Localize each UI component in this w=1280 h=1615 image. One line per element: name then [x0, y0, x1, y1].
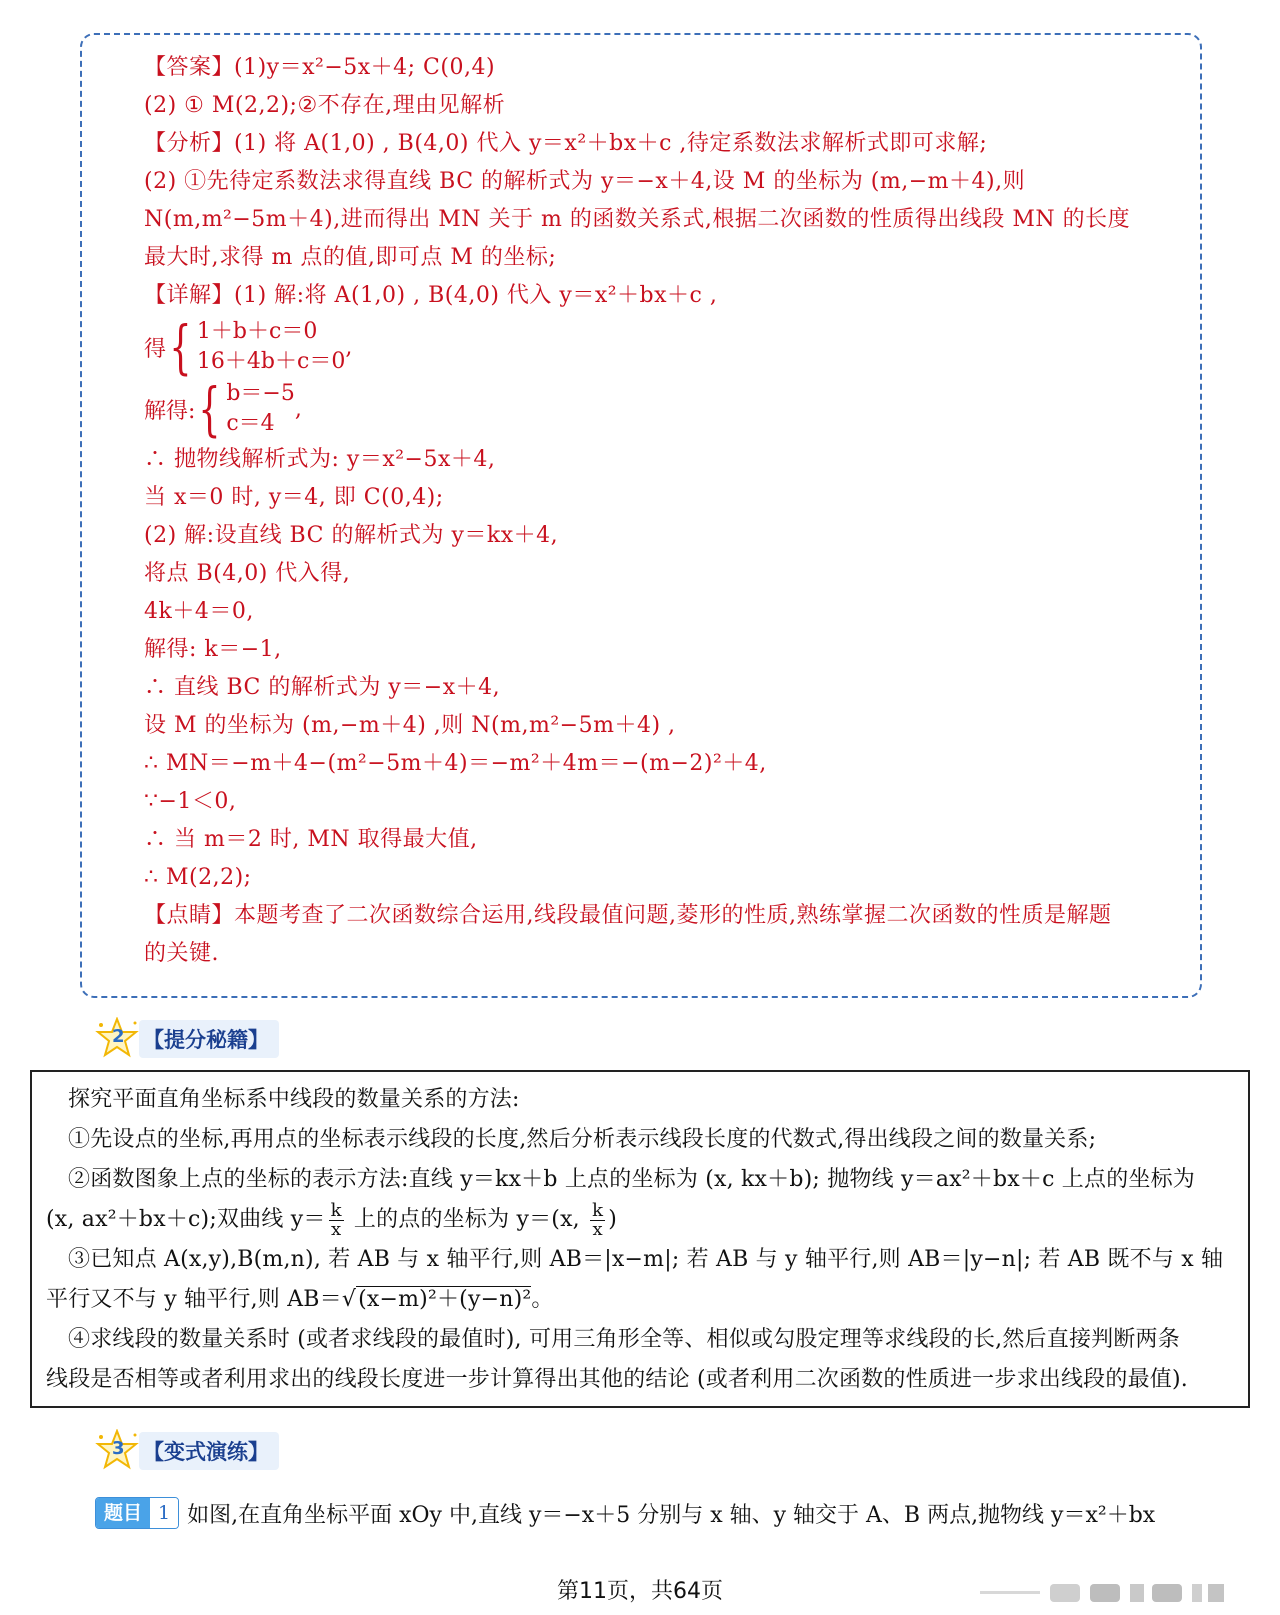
solution-line: 将点 B(4,0) 代入得,: [144, 561, 351, 586]
section-header-practice: [95, 1429, 279, 1473]
tips-line: ①先设点的坐标,再用点的坐标表示线段的长度,然后分析表示线段长度的代数式,得出线段之间的数量关系;: [68, 1127, 1097, 1152]
system-row: c＝4: [226, 411, 275, 436]
problem-text: 如图,在直角坐标平面 xOy 中,直线 y＝−x＋5 分别与 x 轴、y 轴交于 A、B 两点,抛物线 y＝x²＋bx: [187, 1502, 1156, 1528]
watermark-icon: [980, 1582, 1250, 1604]
brace-icon: {: [169, 313, 192, 381]
star-badge-icon: [95, 1429, 143, 1473]
sqrt-content: (x−m)²＋(y−n)²: [358, 1287, 532, 1312]
remark-line: 【点睛】本题考查了二次函数综合运用,线段最值问题,菱形的性质,熟练掌握二次函数的性质是解题: [144, 903, 1112, 928]
analysis-line: (2) ①先待定系数法求得直线 BC 的解析式为 y＝−x＋4,设 M 的坐标为 (m,−m＋4),则: [144, 169, 1026, 194]
solution-line: 当 x＝0 时, y＝4, 即 C(0,4);: [144, 485, 444, 510]
fraction-numerator: k: [330, 1199, 342, 1221]
answer-line: (2) ① M(2,2);②不存在,理由见解析: [144, 93, 506, 118]
brace-icon: {: [198, 375, 221, 443]
tips-line: [46, 1280, 1234, 1320]
tips-line: ④求线段的数量关系时 (或者求线段的最值时), 可用三角形全等、相似或勾股定理等求线段的长,然后直接判断两条: [68, 1327, 1180, 1352]
section-number: 3: [112, 1438, 125, 1459]
problem-tag: [95, 1497, 179, 1529]
solution-line: 4k＋4＝0,: [144, 599, 254, 624]
remark-line: 的关键.: [144, 941, 219, 966]
answer-line: 【答案】(1)y＝x²−5x＋4; C(0,4): [144, 55, 496, 80]
solution-line: 设 M 的坐标为 (m,−m＋4) ,则 N(m,m²−5m＋4) ,: [144, 713, 676, 738]
system-prefix: 得: [144, 336, 167, 362]
tips-text: 上的点的坐标为 y＝: [346, 1207, 552, 1232]
fraction: [590, 1199, 605, 1240]
tips-line: 探究平面直角坐标系中线段的数量关系的方法:: [68, 1087, 520, 1112]
solution-line: ∴ M(2,2);: [144, 865, 252, 890]
system-row: 16＋4b＋c＝0: [196, 349, 346, 374]
page-footer: 第11页，共64页: [557, 1579, 723, 1604]
problem-1: [95, 1497, 1155, 1529]
fraction-denominator: x: [592, 1218, 603, 1240]
answer-content: [144, 49, 1184, 973]
tips-line: [46, 1200, 1234, 1240]
star-badge-icon: [95, 1017, 143, 1061]
equation-system-1: [144, 313, 1184, 381]
fraction: [329, 1199, 344, 1240]
tips-line: ③已知点 A(x,y),B(m,n), 若 AB 与 x 轴平行,则 AB＝|x−m|; 若 AB 与 y 轴平行,则 AB＝|y−n|; 若 AB 既不与 x 轴: [68, 1247, 1224, 1272]
tips-line: 线段是否相等或者利用求出的线段长度进一步计算得出其他的结论 (或者利用二次函数的性质进一步求出线段的最值).: [46, 1367, 1188, 1392]
solution-line: (2) 解:设直线 BC 的解析式为 y＝kx＋4,: [144, 523, 559, 548]
problem-label: 题目: [96, 1498, 150, 1528]
solution-line: ∵−1＜0,: [144, 789, 237, 814]
solution-line: ∴ 当 m＝2 时, MN 取得最大值,: [144, 827, 478, 852]
detail-line: 【详解】(1) 解:将 A(1,0) , B(4,0) 代入 y＝x²＋bx＋c ,: [144, 283, 718, 308]
section-title: 【变式演练】: [139, 1432, 279, 1470]
tips-line: ②函数图象上点的坐标的表示方法:直线 y＝kx＋b 上点的坐标为 (x, kx＋b); 抛物线 y＝ax²＋bx＋c 上点的坐标为: [68, 1167, 1195, 1192]
fraction-numerator: k: [592, 1199, 604, 1221]
system-row: b＝−5: [226, 381, 295, 406]
section-title: 【提分秘籍】: [139, 1020, 279, 1058]
fraction-denominator: x: [330, 1218, 342, 1240]
system-row: 1＋b＋c＝0: [196, 319, 318, 344]
solution-line: ∴ 抛物线解析式为: y＝x²−5x＋4,: [144, 447, 496, 472]
system-prefix: 解得:: [144, 398, 196, 424]
section-header-tips: [95, 1017, 279, 1061]
answer-box: [80, 33, 1202, 998]
system-suffix: ,: [294, 396, 302, 422]
tips-text: 。: [531, 1287, 554, 1312]
tips-box: [30, 1070, 1250, 1408]
problem-number: 1: [150, 1498, 178, 1528]
equation-system-2: [144, 375, 1184, 443]
analysis-line: 【分析】(1) 将 A(1,0) , B(4,0) 代入 y＝x²＋bx＋c ,待定系数法求解析式即可求解;: [144, 131, 988, 156]
system-suffix: ,: [345, 334, 353, 360]
analysis-line: N(m,m²−5m＋4),进而得出 MN 关于 m 的函数关系式,根据二次函数的性质得出线段 MN 的长度: [144, 207, 1131, 232]
solution-line: ∴ MN＝−m＋4−(m²−5m＋4)＝−m²＋4m＝−(m−2)²＋4,: [144, 751, 767, 776]
solution-line: ∴ 直线 BC 的解析式为 y＝−x＋4,: [144, 675, 501, 700]
section-number: 2: [112, 1026, 125, 1047]
tips-text: (x,: [551, 1207, 588, 1232]
tips-text: (x, ax²＋bx＋c);双曲线 y＝: [46, 1207, 326, 1232]
tips-text: ): [608, 1207, 617, 1232]
tips-text: 平行又不与 y 轴平行,则 AB＝√: [46, 1287, 357, 1312]
solution-line: 解得: k＝−1,: [144, 637, 282, 662]
analysis-line: 最大时,求得 m 点的值,即可点 M 的坐标;: [144, 245, 557, 270]
